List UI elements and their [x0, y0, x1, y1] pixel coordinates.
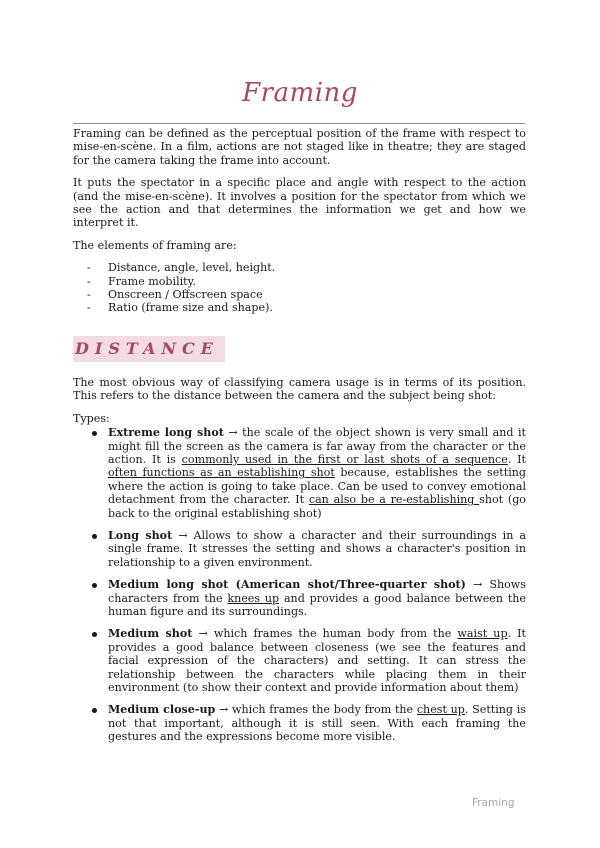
- shot-text: → the scale of the object shown is very small and it might fill the screen as the camera is far away from the character or the action. It is: [108, 426, 527, 466]
- shot-text: → which frames the human body from the: [192, 627, 458, 641]
- list-item: - Ratio (frame size and shape).: [87, 301, 526, 314]
- shot-text: → Shows characters from the: [108, 578, 526, 605]
- underlined-text: can also be a re-establishing: [308, 493, 480, 507]
- page-footer: Framing: [472, 797, 515, 809]
- shot-text: . It: [507, 452, 526, 466]
- shot-name: Medium long shot (American shot/Three-quarter shot): [108, 578, 466, 592]
- shot-name: Medium shot: [108, 627, 193, 641]
- underlined-text: waist up: [457, 627, 508, 641]
- section-intro-paragraph: The most obvious way of classifying camera usage is in terms of its position. This refers to the distance between the camera and the subject being shot:: [73, 375, 526, 403]
- list-item: - Distance, angle, level, height.: [87, 261, 526, 274]
- list-item-long-shot: [108, 529, 526, 569]
- underlined-text: commonly used in the first or last shots of a sequence: [181, 452, 508, 466]
- shot-name: Medium close-up: [108, 703, 216, 717]
- list-item-extreme-long-shot: [108, 426, 526, 520]
- intro-paragraph-2: It puts the spectator in a specific place and angle with respect to the action (and the mise-en-scène). It involves a position for the spectator from which we see the action and that determines the information we get and how we interpret it.: [73, 176, 526, 230]
- intro-paragraph-1: Framing can be defined as the perceptual position of the frame with respect to mise-en-scène. In a film, actions are not staged like in theatre; they are staged for the camera taking the frame into account.: [73, 127, 526, 167]
- intro-paragraph-3: The elements of framing are:: [73, 238, 237, 252]
- shot-text: because, establishes the setting where the action is going to take place. Can be used to convey emotional detachment from the character. It: [108, 466, 527, 507]
- shot-text: shot (go back to the original establishing shot): [108, 493, 526, 520]
- underlined-text: knees up: [227, 591, 280, 605]
- shot-text: . It provides a good balance between closeness (we see the features and facial expression of the characters) and setting. It can stress the relationship between the characters while placing them in their environment (to show their context and provide information about them): [108, 627, 526, 694]
- page-title: Framing: [242, 78, 358, 108]
- list-item-medium-shot: [108, 627, 526, 694]
- list-item: - Onscreen / Offscreen space: [87, 288, 526, 301]
- framing-elements-list: [87, 261, 526, 315]
- document-body: [73, 127, 526, 753]
- list-item-medium-close-up: [108, 703, 526, 743]
- shot-types-list: [73, 426, 526, 744]
- shot-name: Long shot: [108, 528, 173, 542]
- shot-text: → which frames the body from the: [215, 703, 417, 717]
- underlined-text: chest up: [416, 703, 465, 717]
- section-heading-distance: DISTANCE: [73, 336, 225, 362]
- list-item-medium-long-shot: [108, 578, 526, 618]
- shot-text: and provides a good balance between the human figure and its surroundings.: [108, 591, 526, 618]
- shot-text: . Setting is not that important, although it is still seen. With each framing the gestures and the expressions become more visible.: [108, 703, 527, 744]
- shot-name: Extreme long shot: [108, 426, 224, 440]
- shot-text: → Allows to show a character and their surroundings in a single frame. It stresses the setting and shows a character's position in relationship to a given environment.: [108, 528, 526, 569]
- list-item: - Frame mobility.: [87, 275, 526, 288]
- underlined-text: often functions as an establishing shot: [108, 466, 335, 480]
- title-divider: [73, 123, 525, 124]
- types-label: Types:: [73, 411, 110, 425]
